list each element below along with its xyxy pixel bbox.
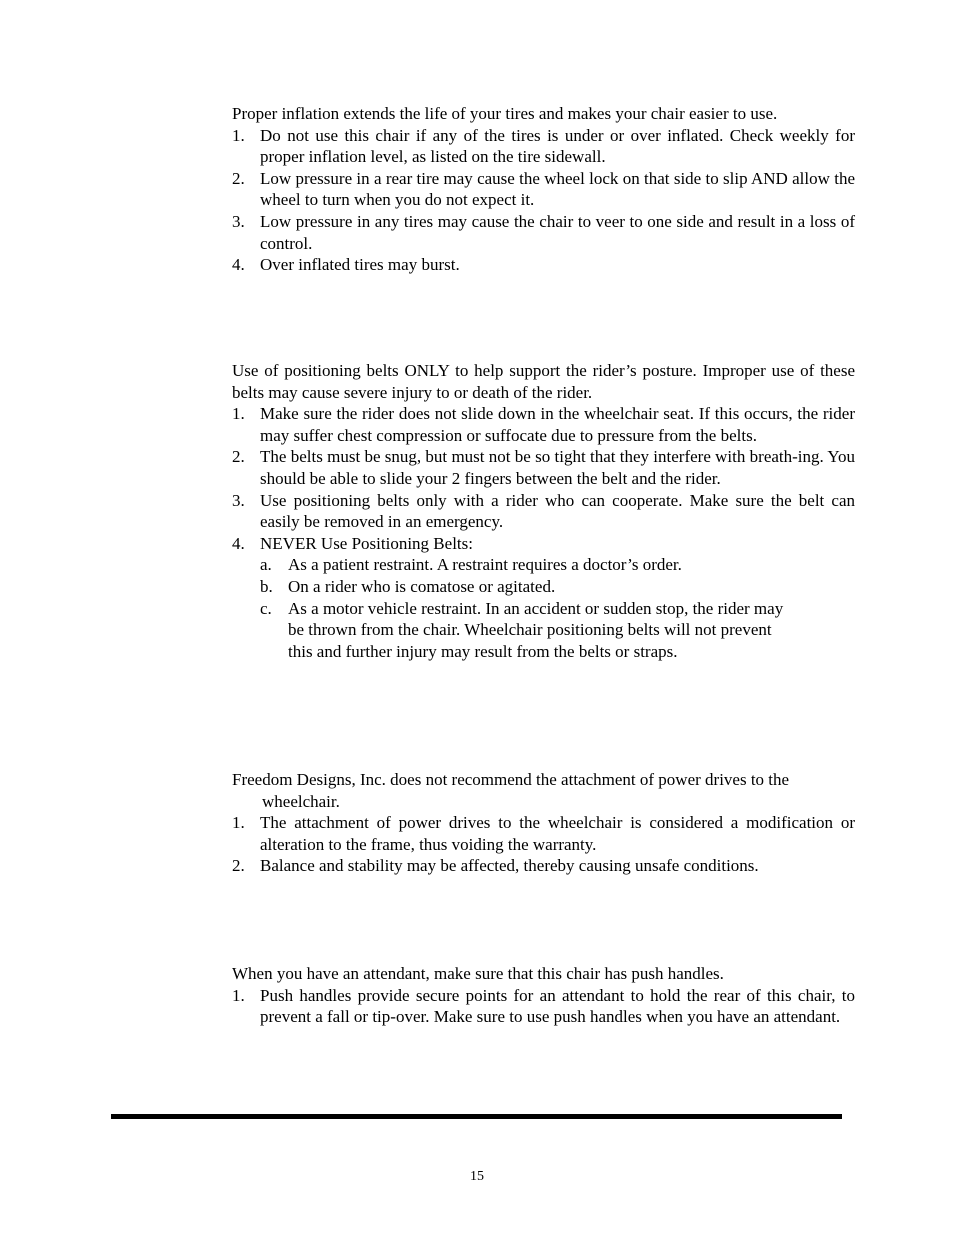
list-item bbox=[232, 211, 855, 254]
item-text: Do not use this chair if any of the tires is under or over inflated. Check weekly for proper inflation level, as listed on the tire sidewall. bbox=[260, 125, 855, 167]
item-text: The belts must be snug, but must not be so tight that they interfere with breath-ing. You should be able to slide your 2 fingers between the belt and the rider. bbox=[260, 447, 855, 488]
item-text: Push handles provide secure points for an attendant to hold the rear of this chair, to prevent a fall or tip-over. Make sure to use push handles when you have an attendant. bbox=[260, 985, 855, 1027]
list-item bbox=[232, 490, 855, 533]
tire-inflation-section bbox=[232, 103, 855, 276]
item-number: 2. bbox=[232, 856, 245, 876]
list-item bbox=[232, 168, 855, 211]
positioning-belts-section bbox=[232, 360, 855, 662]
tire-inflation-list bbox=[232, 125, 855, 276]
item-text: Low pressure in any tires may cause the chair to veer to one side and result in a loss of control. bbox=[260, 211, 855, 253]
list-item bbox=[232, 812, 855, 855]
power-drives-list bbox=[232, 812, 855, 877]
list-item bbox=[232, 446, 855, 489]
power-drives-intro: Freedom Designs, Inc. does not recommend the attachment of power drives to the wheelchair. bbox=[232, 770, 790, 811]
sub-item-letter: b. bbox=[260, 576, 273, 596]
item-number: 3. bbox=[232, 490, 245, 510]
list-item bbox=[232, 985, 855, 1028]
item-number: 2. bbox=[232, 447, 245, 467]
sub-item-text: As a motor vehicle restraint. In an accident or sudden stop, the rider may be thrown from the chair. Wheelchair positioning belts will not prevent this and further injury may result from the belts or straps. bbox=[288, 598, 784, 661]
item-number: 1. bbox=[232, 985, 245, 1005]
sub-list-item bbox=[260, 598, 800, 663]
item-text: Use positioning belts only with a rider who can cooperate. Make sure the belt can easily be removed in an emergency. bbox=[260, 490, 855, 532]
push-handles-section bbox=[232, 963, 855, 1028]
item-text: Over inflated tires may burst. bbox=[260, 255, 460, 275]
push-handles-list bbox=[232, 985, 855, 1028]
sub-item-text: On a rider who is comatose or agitated. bbox=[288, 576, 556, 596]
item-number: 1. bbox=[232, 813, 245, 833]
item-number: 2. bbox=[232, 168, 245, 188]
sub-item-letter: a. bbox=[260, 555, 272, 575]
item-number: 3. bbox=[232, 211, 245, 231]
item-text: NEVER Use Positioning Belts: bbox=[260, 533, 473, 553]
item-text: The attachment of power drives to the wheelchair is considered a modification or alteration to the frame, thus voiding the warranty. bbox=[260, 813, 855, 854]
sub-item-letter: c. bbox=[260, 598, 272, 618]
list-item bbox=[232, 254, 855, 276]
sub-item-text: As a patient restraint. A restraint requires a doctor’s order. bbox=[288, 555, 682, 575]
item-number: 1. bbox=[232, 404, 245, 424]
page-number: 15 bbox=[470, 1169, 484, 1184]
item-number: 1. bbox=[232, 125, 245, 145]
item-text: Low pressure in a rear tire may cause the wheel lock on that side to slip AND allow the wheel to turn when you do not expect it. bbox=[260, 168, 855, 210]
list-item bbox=[232, 533, 855, 663]
push-handles-intro: When you have an attendant, make sure that this chair has push handles. bbox=[232, 964, 724, 983]
footer-rule bbox=[111, 1114, 842, 1119]
power-drives-section bbox=[232, 769, 855, 877]
positioning-belts-list bbox=[232, 403, 855, 662]
list-item bbox=[232, 125, 855, 168]
item-number: 4. bbox=[232, 255, 245, 275]
positioning-belts-intro: Use of positioning belts ONLY to help support the rider’s posture. Improper use of these belts may cause severe injury to or death of the rider. bbox=[232, 361, 855, 402]
item-text: Balance and stability may be affected, thereby causing unsafe conditions. bbox=[260, 856, 759, 876]
item-text: Make sure the rider does not slide down in the wheelchair seat. If this occurs, the rider may suffer chest compression or suffocate due to pressure from the belts. bbox=[260, 404, 855, 445]
sub-list-item bbox=[260, 576, 800, 598]
item-number: 4. bbox=[232, 533, 245, 553]
list-item bbox=[232, 855, 855, 877]
never-use-sublist bbox=[260, 554, 800, 662]
list-item bbox=[232, 403, 855, 446]
sub-list-item bbox=[260, 554, 800, 576]
tire-inflation-intro: Proper inflation extends the life of your tires and makes your chair easier to use. bbox=[232, 104, 778, 123]
